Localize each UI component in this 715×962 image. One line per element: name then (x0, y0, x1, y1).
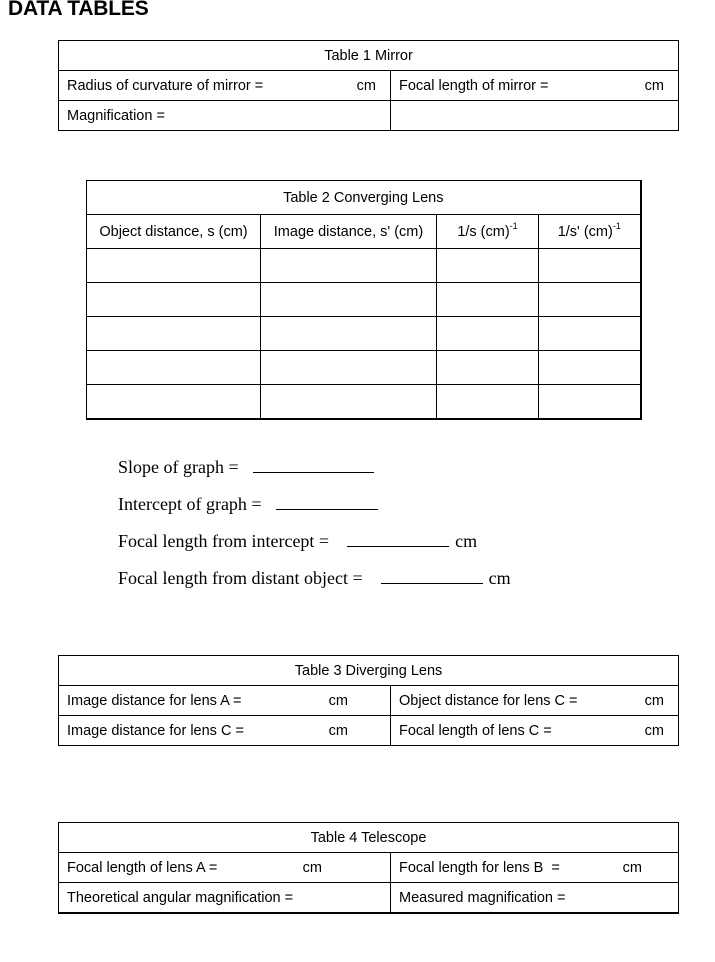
table-cell[interactable] (539, 283, 641, 317)
table-cell[interactable] (261, 385, 437, 420)
focal-length-unit: cm (644, 77, 665, 94)
table-cell[interactable] (261, 283, 437, 317)
exponent: -1 (612, 220, 621, 231)
table-cell[interactable] (437, 351, 539, 385)
column-header: Image distance, s' (cm) (261, 215, 437, 249)
table-cell[interactable] (539, 351, 641, 385)
column-header: Object distance, s (cm) (87, 215, 261, 249)
table-cell[interactable] (437, 283, 539, 317)
focal-distant-unit: cm (488, 568, 511, 588)
image-distance-a-label: Image distance for lens A = (67, 692, 242, 709)
header-text: 1/s' (cm) (557, 223, 613, 240)
magnification-cell[interactable] (59, 101, 391, 131)
table-cell[interactable] (261, 249, 437, 283)
table-title: Table 1 Mirror (59, 41, 679, 71)
table-cell[interactable] (87, 249, 261, 283)
slope-line (118, 455, 511, 492)
table-cell[interactable] (87, 317, 261, 351)
page-heading: DATA TABLES (8, 0, 149, 20)
radius-cell[interactable] (59, 71, 391, 101)
focal-distant-line (118, 566, 511, 603)
table-cell[interactable] (437, 385, 539, 420)
radius-unit: cm (356, 77, 376, 94)
focal-intercept-line (118, 529, 511, 566)
focal-length-b-label: Focal length for lens B = (399, 859, 560, 876)
focal-length-b-unit: cm (622, 859, 643, 876)
object-distance-c-label: Object distance for lens C = (399, 692, 578, 709)
measured-magnification-label: Measured magnification = (399, 889, 566, 906)
column-header (539, 215, 641, 249)
table-row (87, 385, 641, 420)
measured-magnification-cell[interactable] (391, 883, 679, 914)
table-title: Table 2 Converging Lens (87, 181, 641, 215)
radius-label: Radius of curvature of mirror = (67, 77, 264, 94)
slope-label: Slope of graph = (118, 457, 239, 477)
intercept-label: Intercept of graph = (118, 494, 262, 514)
table-cell[interactable] (261, 351, 437, 385)
column-header (437, 215, 539, 249)
object-distance-c-unit: cm (644, 692, 665, 709)
focal-length-c-unit: cm (644, 722, 665, 739)
table-row (87, 351, 641, 385)
focal-length-a-cell[interactable] (59, 853, 391, 883)
table-telescope (58, 822, 679, 914)
table-cell[interactable] (437, 317, 539, 351)
table-converging-lens (86, 180, 642, 420)
slope-blank[interactable] (253, 456, 374, 473)
table-title: Table 4 Telescope (59, 823, 679, 853)
table-cell[interactable] (87, 283, 261, 317)
table-cell[interactable] (87, 351, 261, 385)
table-row (87, 249, 641, 283)
table-cell[interactable] (539, 249, 641, 283)
table-mirror (58, 40, 679, 131)
table-title: Table 3 Diverging Lens (59, 656, 679, 686)
focal-intercept-unit: cm (455, 531, 478, 551)
object-distance-c-cell[interactable] (391, 686, 679, 716)
graph-results (118, 455, 511, 603)
focal-length-label: Focal length of mirror = (399, 77, 549, 94)
focal-intercept-label: Focal length from intercept = (118, 531, 330, 551)
exponent: -1 (509, 220, 518, 231)
table-cell[interactable] (539, 317, 641, 351)
focal-length-cell[interactable] (391, 71, 679, 101)
table-cell[interactable] (261, 317, 437, 351)
header-text: 1/s (cm) (457, 223, 510, 240)
intercept-line (118, 492, 511, 529)
empty-cell[interactable] (391, 101, 679, 131)
magnification-label: Magnification = (67, 107, 165, 124)
focal-length-a-label: Focal length of lens A = (67, 859, 218, 876)
table-cell[interactable] (87, 385, 261, 420)
focal-distant-label: Focal length from distant object = (118, 568, 363, 588)
table-row (87, 283, 641, 317)
focal-distant-blank[interactable] (381, 567, 483, 584)
table-diverging-lens (58, 655, 679, 746)
focal-length-c-cell[interactable] (391, 716, 679, 746)
table-cell[interactable] (437, 249, 539, 283)
table-row (87, 317, 641, 351)
theoretical-magnification-cell[interactable] (59, 883, 391, 914)
image-distance-c-label: Image distance for lens C = (67, 722, 244, 739)
table-cell[interactable] (539, 385, 641, 420)
focal-length-c-label: Focal length of lens C = (399, 722, 552, 739)
image-distance-a-cell[interactable] (59, 686, 391, 716)
image-distance-c-cell[interactable] (59, 716, 391, 746)
focal-intercept-blank[interactable] (347, 530, 449, 547)
theoretical-magnification-label: Theoretical angular magnification = (67, 889, 294, 906)
focal-length-a-unit: cm (302, 859, 322, 876)
image-distance-c-unit: cm (328, 722, 348, 739)
image-distance-a-unit: cm (328, 692, 348, 709)
focal-length-b-cell[interactable] (391, 853, 679, 883)
intercept-blank[interactable] (276, 493, 378, 510)
